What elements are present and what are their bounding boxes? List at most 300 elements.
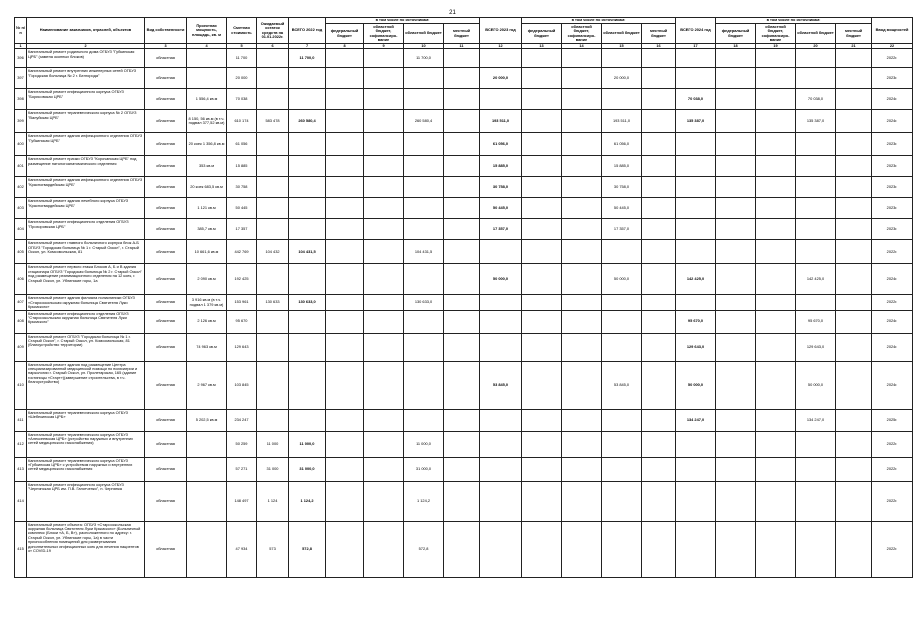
page-number: 21	[449, 10, 456, 16]
estimated-cost: 95 670	[227, 310, 257, 333]
local-2022	[444, 361, 480, 409]
column-number: 13	[522, 44, 562, 49]
remaining-funds	[257, 198, 289, 219]
total-2022	[289, 89, 326, 110]
local-2022	[444, 521, 480, 577]
regional-2024	[796, 198, 836, 219]
header-sources-2023: в том числе по источникам:	[522, 18, 676, 24]
regional-2023: 15 885,0	[602, 156, 642, 177]
header-total-2023: ВСЕГО 2023 год	[480, 18, 522, 44]
federal-2024	[716, 295, 756, 310]
federal-2024	[716, 310, 756, 333]
total-2022	[289, 177, 326, 198]
table-row	[15, 156, 913, 177]
regional-cofin-2024	[756, 240, 796, 264]
regional-cofin-2022	[364, 295, 404, 310]
row-number: 405	[15, 240, 27, 264]
total-2022: 31 000,0	[289, 457, 326, 481]
regional-2022	[404, 361, 444, 409]
local-2022	[444, 133, 480, 156]
federal-2023	[522, 264, 562, 295]
federal-2023	[522, 68, 562, 89]
column-number: 9	[364, 44, 404, 49]
regional-2022: 260 580,4	[404, 110, 444, 133]
estimated-cost: 50 259	[227, 431, 257, 457]
local-2023	[642, 198, 676, 219]
regional-2022	[404, 68, 444, 89]
regional-2022	[404, 333, 444, 361]
regional-2024	[796, 295, 836, 310]
regional-2022: 31 000,0	[404, 457, 444, 481]
local-2023	[642, 457, 676, 481]
row-number: 414	[15, 481, 27, 521]
header-total-2024: ВСЕГО 2024 год	[676, 18, 716, 44]
estimated-cost: 70 038	[227, 89, 257, 110]
commission-year: 2023г.	[872, 156, 913, 177]
total-2023	[480, 49, 522, 68]
total-2023: 15 885,0	[480, 156, 522, 177]
regional-cofin-2024	[756, 264, 796, 295]
total-2023	[480, 310, 522, 333]
local-2023	[642, 521, 676, 577]
commission-year: 2024г.	[872, 333, 913, 361]
local-2022	[444, 310, 480, 333]
table-body	[15, 49, 913, 577]
column-number: 4	[187, 44, 227, 49]
regional-2024	[796, 481, 836, 521]
table-row	[15, 110, 913, 133]
capacity: 2 126 кв.м	[187, 310, 227, 333]
local-2023	[642, 177, 676, 198]
federal-2023	[522, 240, 562, 264]
commission-year: 2025г.	[872, 409, 913, 431]
federal-2023	[522, 110, 562, 133]
row-number: 403	[15, 198, 27, 219]
capacity: 385,7 кв.м	[187, 219, 227, 240]
commission-year: 2023г.	[872, 177, 913, 198]
regional-2024	[796, 133, 836, 156]
regional-2023: 61 056,0	[602, 133, 642, 156]
row-number: 409	[15, 333, 27, 361]
total-2024	[676, 198, 716, 219]
regional-2022: 572,8	[404, 521, 444, 577]
capacity	[187, 481, 227, 521]
regional-2024	[796, 240, 836, 264]
total-2024: 50 000,0	[676, 361, 716, 409]
regional-2023	[602, 521, 642, 577]
local-2022	[444, 409, 480, 431]
capacity: 8 150, 56 кв.м (в т.ч. подвал 377,52 кв.м)	[187, 110, 227, 133]
local-2022	[444, 219, 480, 240]
total-2022	[289, 219, 326, 240]
federal-2024	[716, 198, 756, 219]
regional-2022	[404, 156, 444, 177]
federal-2024	[716, 133, 756, 156]
federal-2023	[522, 409, 562, 431]
regional-2023	[602, 240, 642, 264]
regional-2023: 50 000,0	[602, 264, 642, 295]
regional-cofin-2024	[756, 361, 796, 409]
regional-2023	[602, 457, 642, 481]
ownership: областная	[145, 409, 187, 431]
local-2022	[444, 110, 480, 133]
total-2022	[289, 156, 326, 177]
remaining-funds	[257, 177, 289, 198]
regional-2024: 129 643,0	[796, 333, 836, 361]
header-remaining: Ожидаемый остаток средств на 01.01.2022г.	[257, 18, 289, 44]
commission-year: 2022г.	[872, 431, 913, 457]
federal-2022	[326, 89, 364, 110]
regional-cofin-2023	[562, 219, 602, 240]
capacity: 74 963 кв.м	[187, 333, 227, 361]
table-row	[15, 177, 913, 198]
capacity: 10 661,6 кв.м	[187, 240, 227, 264]
header-regional: областной бюджет	[404, 24, 444, 44]
regional-2024: 50 000,0	[796, 361, 836, 409]
regional-cofin-2024	[756, 219, 796, 240]
estimated-cost: 57 271	[227, 457, 257, 481]
federal-2024	[716, 177, 756, 198]
ownership: областная	[145, 264, 187, 295]
total-2022: 572,8	[289, 521, 326, 577]
local-2022	[444, 431, 480, 457]
local-2022	[444, 156, 480, 177]
total-2023	[480, 89, 522, 110]
total-2023	[480, 431, 522, 457]
regional-cofin-2022	[364, 240, 404, 264]
regional-cofin-2023	[562, 481, 602, 521]
header-sources-2022: в том числе по источникам:	[326, 18, 480, 24]
regional-cofin-2023	[562, 295, 602, 310]
ownership: областная	[145, 457, 187, 481]
total-2023	[480, 333, 522, 361]
local-2022	[444, 481, 480, 521]
row-number: 408	[15, 310, 27, 333]
regional-cofin-2023	[562, 156, 602, 177]
regional-cofin-2023	[562, 133, 602, 156]
row-number: 399	[15, 110, 27, 133]
regional-cofin-2022	[364, 333, 404, 361]
regional-2022: 11 000,0	[404, 431, 444, 457]
federal-2024	[716, 333, 756, 361]
regional-cofin-2024	[756, 295, 796, 310]
object-name: Капитальный ремонт первого этажа Блоков А, Б и В здания стационара ОГБУЗ "Городская больница № 2 г. Старый Оскол" под размещение реанимационного отделения на 12 коек, г. Старый Оскол, ул. Ублинские горы, 1а	[27, 264, 145, 295]
regional-2023: 30 758,0	[602, 177, 642, 198]
local-2023	[642, 310, 676, 333]
regional-2023	[602, 409, 642, 431]
estimated-cost: 234 247	[227, 409, 257, 431]
regional-cofin-2023	[562, 333, 602, 361]
capacity: 3 916 кв.м (в т.ч. подвал 1 379 кв.м)	[187, 295, 227, 310]
header-cost: Сметная стоимость	[227, 18, 257, 44]
row-number: 401	[15, 156, 27, 177]
local-2023	[642, 481, 676, 521]
regional-cofin-2022	[364, 264, 404, 295]
table-row	[15, 481, 913, 521]
regional-cofin-2024	[756, 409, 796, 431]
federal-2022	[326, 457, 364, 481]
ownership: областная	[145, 240, 187, 264]
object-name: Капитальный ремонт объекта: ОГБУЗ «Старооскольская окружная больница Святителя Луки Крымского» (Больничный комплекс (Блоки «А, Б, В»), расположенного по адресу: г. Старый Оскол, ул. Ублинские горы, 1а) в части приспособления помещений для развертывания дополнительных инфекционных коек для лечения пациентов от COVID-19	[27, 521, 145, 577]
ownership: областная	[145, 68, 187, 89]
local-2023	[642, 133, 676, 156]
total-2023	[480, 409, 522, 431]
total-2022	[289, 264, 326, 295]
row-number: 413	[15, 457, 27, 481]
regional-2023	[602, 89, 642, 110]
row-number: 410	[15, 361, 27, 409]
regional-cofin-2022	[364, 156, 404, 177]
remaining-funds	[257, 133, 289, 156]
regional-cofin-2023	[562, 240, 602, 264]
federal-2023	[522, 333, 562, 361]
total-2024: 135 387,0	[676, 110, 716, 133]
regional-cofin-2022	[364, 68, 404, 89]
local-2022	[444, 89, 480, 110]
local-2023	[642, 219, 676, 240]
local-2024	[836, 521, 872, 577]
regional-2024	[796, 49, 836, 68]
budget-table	[14, 17, 913, 578]
object-name: Капитальный ремонт здания инфекционного отделения ОГБУЗ "Красногвардейская ЦРБ"	[27, 177, 145, 198]
commission-year: 2022г.	[872, 481, 913, 521]
column-number: 17	[676, 44, 716, 49]
total-2022: 260 580,4	[289, 110, 326, 133]
regional-cofin-2022	[364, 177, 404, 198]
estimated-cost: 148 497	[227, 481, 257, 521]
total-2024	[676, 431, 716, 457]
regional-cofin-2023	[562, 431, 602, 457]
regional-cofin-2023	[562, 409, 602, 431]
local-2022	[444, 240, 480, 264]
regional-cofin-2022	[364, 89, 404, 110]
federal-2022	[326, 361, 364, 409]
table-row	[15, 49, 913, 68]
total-2024	[676, 49, 716, 68]
header-commission: Ввод мощностей	[872, 18, 913, 44]
local-2022	[444, 295, 480, 310]
remaining-funds: 31 000	[257, 457, 289, 481]
object-name: Капитальный ремонт здания под размещение Центра специализированной медицинской помощи по психиатрии и наркологии г. Старый Оскол, ул. Пролетарская, 165 (здание гостиницы «Старт»)(завершение строительства, в т.ч. благоустройство)	[27, 361, 145, 409]
regional-cofin-2023	[562, 89, 602, 110]
regional-cofin-2023	[562, 310, 602, 333]
total-2024: 142 425,0	[676, 264, 716, 295]
object-name: Капитальный ремонт внутренних инженерных сетей ОГБУЗ "Городская больница № 2 г. Белгорода"	[27, 68, 145, 89]
federal-2022	[326, 156, 364, 177]
local-2024	[836, 198, 872, 219]
local-2024	[836, 310, 872, 333]
regional-cofin-2023	[562, 521, 602, 577]
header-regional-co: областной бюджет, софинансиро-вание	[756, 24, 796, 44]
regional-cofin-2022	[364, 310, 404, 333]
estimated-cost: 103 845	[227, 361, 257, 409]
total-2024	[676, 177, 716, 198]
regional-2023	[602, 49, 642, 68]
regional-cofin-2024	[756, 431, 796, 457]
regional-cofin-2024	[756, 457, 796, 481]
table-row	[15, 333, 913, 361]
regional-cofin-2024	[756, 521, 796, 577]
capacity	[187, 431, 227, 457]
commission-year: 2024г.	[872, 110, 913, 133]
ownership: областная	[145, 156, 187, 177]
header-local: местный бюджет	[836, 24, 872, 44]
federal-2024	[716, 156, 756, 177]
local-2023	[642, 409, 676, 431]
regional-2023	[602, 310, 642, 333]
column-number: 19	[756, 44, 796, 49]
remaining-funds	[257, 89, 289, 110]
federal-2024	[716, 409, 756, 431]
table-row	[15, 431, 913, 457]
remaining-funds: 573	[257, 521, 289, 577]
total-2023: 50 000,0	[480, 264, 522, 295]
column-number: 6	[257, 44, 289, 49]
federal-2023	[522, 431, 562, 457]
commission-year: 2024г.	[872, 89, 913, 110]
total-2023	[480, 295, 522, 310]
header-local: местный бюджет	[444, 24, 480, 44]
federal-2022	[326, 295, 364, 310]
federal-2024	[716, 481, 756, 521]
ownership: областная	[145, 333, 187, 361]
regional-cofin-2024	[756, 110, 796, 133]
regional-cofin-2022	[364, 133, 404, 156]
estimated-cost: 129 643	[227, 333, 257, 361]
column-number: 15	[602, 44, 642, 49]
table-row	[15, 89, 913, 110]
local-2023	[642, 240, 676, 264]
table-row	[15, 457, 913, 481]
regional-2024: 142 425,0	[796, 264, 836, 295]
local-2023	[642, 89, 676, 110]
column-number: 8	[326, 44, 364, 49]
commission-year: 2022г.	[872, 49, 913, 68]
total-2022: 104 431,5	[289, 240, 326, 264]
remaining-funds	[257, 333, 289, 361]
column-number: 1	[15, 44, 27, 49]
local-2024	[836, 481, 872, 521]
federal-2023	[522, 310, 562, 333]
ownership: областная	[145, 481, 187, 521]
federal-2022	[326, 333, 364, 361]
table-row	[15, 240, 913, 264]
regional-2024	[796, 457, 836, 481]
commission-year: 2022г.	[872, 521, 913, 577]
regional-cofin-2023	[562, 68, 602, 89]
local-2023	[642, 295, 676, 310]
regional-2023: 50 445,0	[602, 198, 642, 219]
local-2023	[642, 156, 676, 177]
regional-cofin-2023	[562, 49, 602, 68]
object-name: Капитальный ремонт терапевтического корпуса ОГБУЗ «Губкинская ЦРБ» с устройством наружных и внутренних сетей медицинского газоснабжения	[27, 457, 145, 481]
total-2023	[480, 481, 522, 521]
local-2022	[444, 198, 480, 219]
federal-2023	[522, 49, 562, 68]
ownership: областная	[145, 110, 187, 133]
federal-2024	[716, 521, 756, 577]
capacity: 1 121 кв.м	[187, 198, 227, 219]
header-federal: федеральный бюджет	[326, 24, 364, 44]
regional-cofin-2022	[364, 219, 404, 240]
total-2022	[289, 68, 326, 89]
ownership: областная	[145, 219, 187, 240]
row-number: 396	[15, 49, 27, 68]
table-row	[15, 219, 913, 240]
column-number: 20	[796, 44, 836, 49]
header-regional-co: областной бюджет, софинансиро-вание	[364, 24, 404, 44]
federal-2022	[326, 198, 364, 219]
ownership: областная	[145, 310, 187, 333]
commission-year: 2023г.	[872, 133, 913, 156]
total-2023: 53 845,0	[480, 361, 522, 409]
commission-year: 2024г.	[872, 310, 913, 333]
row-number: 397	[15, 68, 27, 89]
regional-2022	[404, 89, 444, 110]
header-regional: областной бюджет	[796, 24, 836, 44]
remaining-funds	[257, 68, 289, 89]
header-local: местный бюджет	[642, 24, 676, 44]
column-number: 14	[562, 44, 602, 49]
column-number: 7	[289, 44, 326, 49]
object-name: Капитальный ремонт инфекционного корпуса ОГБУЗ "Борисовская ЦРБ"	[27, 89, 145, 110]
regional-2024	[796, 521, 836, 577]
local-2022	[444, 333, 480, 361]
federal-2022	[326, 310, 364, 333]
total-2024	[676, 295, 716, 310]
object-name: Капитальный ремонт инфекционного отделения ОГБУЗ "Прохоровская ЦРБ"	[27, 219, 145, 240]
capacity: 2 967 кв.м	[187, 361, 227, 409]
regional-cofin-2022	[364, 110, 404, 133]
regional-2022	[404, 409, 444, 431]
estimated-cost: 17 357	[227, 219, 257, 240]
regional-2022: 104 431,5	[404, 240, 444, 264]
remaining-funds	[257, 219, 289, 240]
local-2022	[444, 264, 480, 295]
local-2024	[836, 68, 872, 89]
federal-2023	[522, 295, 562, 310]
total-2024	[676, 68, 716, 89]
federal-2024	[716, 68, 756, 89]
object-name: Капитальный ремонт инфекционного корпуса ОГБУЗ "Чернянская ЦРБ им. П.В. Гапотченко", п. Чернянка	[27, 481, 145, 521]
regional-2023: 53 845,0	[602, 361, 642, 409]
remaining-funds	[257, 49, 289, 68]
regional-2024	[796, 431, 836, 457]
object-name: Капитальный ремонт ОГБУЗ "Городская больница № 1 г. Старый Оскол", г. Старый Оскол, ул. Комсомольская, 81 (благоустройство территории)	[27, 333, 145, 361]
regional-cofin-2023	[562, 264, 602, 295]
object-name: Капитальный ремонт здания инфекционного отделения ОГБУЗ "Губкинская ЦРБ"	[27, 133, 145, 156]
regional-2023: 17 357,0	[602, 219, 642, 240]
capacity	[187, 68, 227, 89]
column-number: 16	[642, 44, 676, 49]
table-row	[15, 409, 913, 431]
capacity	[187, 457, 227, 481]
object-name: Капитальный ремонт здания лечебного корпуса ОГБУЗ "Красногвардейская ЦРБ"	[27, 198, 145, 219]
header-regional: областной бюджет	[602, 24, 642, 44]
commission-year: 2023г.	[872, 68, 913, 89]
federal-2023	[522, 198, 562, 219]
regional-2022	[404, 198, 444, 219]
federal-2022	[326, 219, 364, 240]
estimated-cost: 192 425	[227, 264, 257, 295]
local-2024	[836, 333, 872, 361]
local-2024	[836, 133, 872, 156]
federal-2024	[716, 361, 756, 409]
ownership: областная	[145, 521, 187, 577]
federal-2022	[326, 110, 364, 133]
ownership: областная	[145, 177, 187, 198]
capacity: 5 202,5 кв.м	[187, 409, 227, 431]
